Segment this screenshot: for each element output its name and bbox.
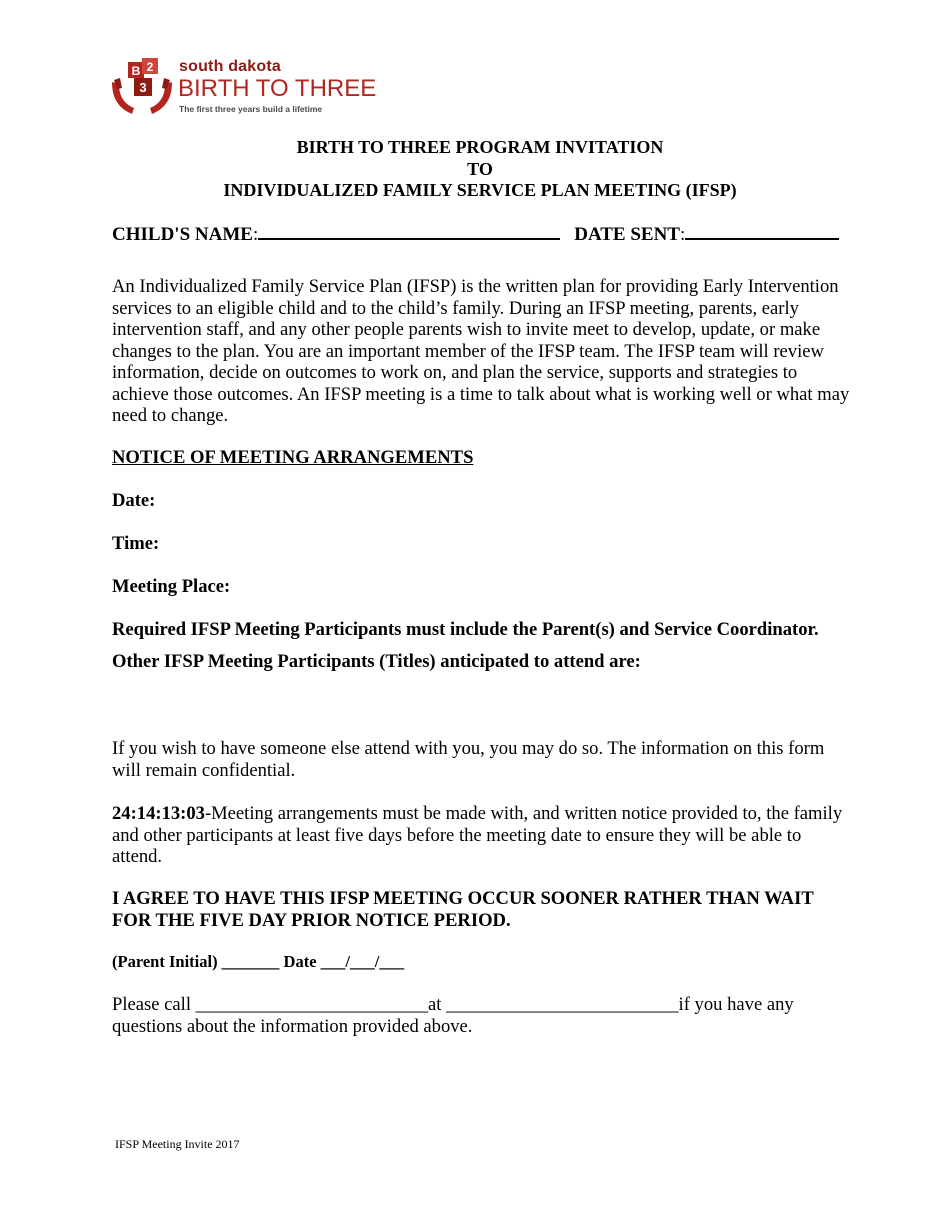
rule-reference: 24:14:13:03 bbox=[112, 803, 205, 824]
hands-blocks-logo-icon bbox=[110, 54, 174, 118]
header-fields-row bbox=[112, 220, 839, 246]
title-line-3: INDIVIDUALIZED FAMILY SERVICE PLAN MEETING (IFSP) bbox=[223, 180, 737, 200]
meeting-time-label: Time: bbox=[112, 533, 160, 554]
parent-initial-row[interactable]: (Parent Initial) _______ Date ___/___/___ bbox=[112, 952, 405, 971]
intro-paragraph: An Individualized Family Service Plan (IFSP) is the written plan for providing Early Intervention services to an eligible child and to the child’s family. During an IFSP meeting, parents, early intervention staff, and any other people parents wish to invite meet to develop, update, or make changes to the plan. You are an important member of the IFSP team. The IFSP team will review information, decide on outcomes to work on, and plan the service, supports and strategies to achieve those outcomes. An IFSP meeting is a time to talk about what is working well or what may need to change. bbox=[112, 276, 850, 426]
logo-mark-letter: 3 bbox=[139, 80, 147, 95]
birth-to-three-logo bbox=[110, 54, 377, 118]
rule-text: -Meeting arrangements must be made with, and written notice provided to, the family and other participants at least five days before the meeting date to ensure they will be able to attend. bbox=[112, 803, 843, 867]
child-name-colon: : bbox=[252, 224, 259, 245]
title-line-2: TO bbox=[467, 158, 493, 179]
date-sent-colon: : bbox=[679, 224, 686, 245]
other-participants-text: Other IFSP Meeting Participants (Titles) anticipated to attend are: bbox=[112, 651, 641, 672]
call-line-2: questions about the information provided above. bbox=[112, 1015, 473, 1037]
logo-mark-letter: 2 bbox=[146, 60, 154, 74]
notice-heading: NOTICE OF MEETING ARRANGEMENTS bbox=[112, 447, 474, 468]
meeting-place-label: Meeting Place: bbox=[112, 576, 231, 597]
required-participants-text: Required IFSP Meeting Participants must include the Parent(s) and Service Coordinator. bbox=[112, 619, 819, 640]
confidential-paragraph: If you wish to have someone else attend with you, you may do so. The information on this form will remain confidential. bbox=[112, 738, 825, 781]
logo-state-text: south dakota bbox=[179, 58, 281, 75]
title-line-1: BIRTH TO THREE PROGRAM INVITATION bbox=[296, 137, 664, 157]
call-line-1[interactable]: Please call _________________________at _________________________if you have any bbox=[112, 994, 794, 1015]
child-name-label: CHILD'S NAME bbox=[112, 224, 253, 245]
agree-statement: I AGREE TO HAVE THIS IFSP MEETING OCCUR SOONER RATHER THAN WAIT FOR THE FIVE DAY PRIOR NOTICE PERIOD. bbox=[112, 888, 814, 931]
date-sent-field[interactable] bbox=[685, 220, 839, 240]
call-paragraph bbox=[112, 994, 852, 1037]
meeting-date-label: Date: bbox=[112, 490, 156, 511]
date-sent-label: DATE SENT bbox=[574, 224, 680, 245]
footer-text: IFSP Meeting Invite 2017 bbox=[115, 1137, 240, 1151]
document-title bbox=[110, 137, 850, 202]
child-name-field[interactable] bbox=[258, 220, 560, 240]
rule-paragraph bbox=[112, 803, 852, 868]
logo-tagline: The first three years build a lifetime bbox=[179, 104, 323, 114]
logo-mark-letter: B bbox=[131, 64, 141, 78]
logo-program-text: BIRTH TO THREE bbox=[178, 75, 377, 102]
